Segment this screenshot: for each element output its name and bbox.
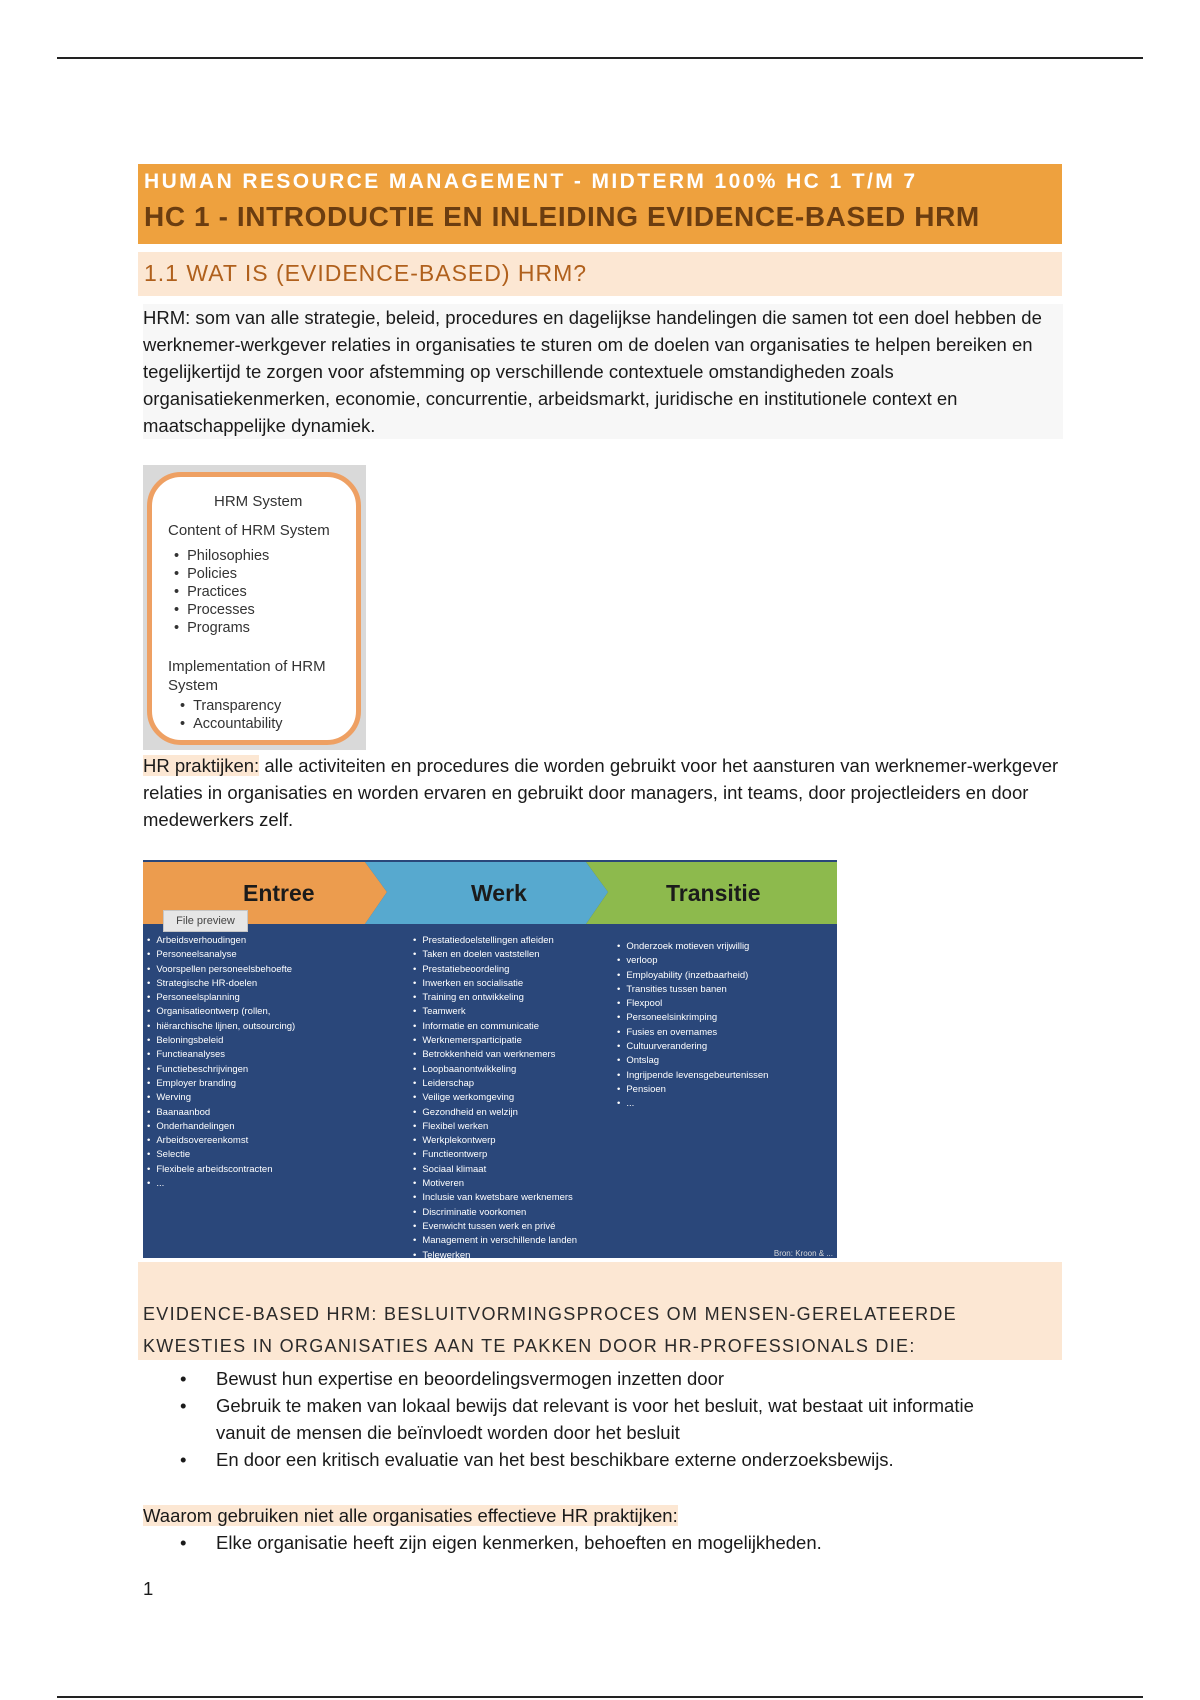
entree-list-item: • Flexibele arbeidscontracten (147, 1163, 295, 1177)
bullet-item: • Elke organisatie heeft zijn eigen kenmerken, behoeften en mogelijkheden. (180, 1529, 1016, 1556)
transitie-list-item: • ... (617, 1097, 768, 1111)
implementation-list-item: • Transparency (180, 697, 283, 715)
section-heading-text: 1.1 WAT IS (EVIDENCE-BASED) HRM? (144, 260, 588, 286)
entree-list-item: • Functieanalyses (147, 1048, 295, 1062)
entree-list-item: • Strategische HR-doelen (147, 977, 295, 991)
bullet-item: • Bewust hun expertise en beoordelingsvermogen inzetten door (180, 1365, 1016, 1392)
footer-rule (57, 1696, 1143, 1698)
werk-list-item: • Motiveren (413, 1177, 577, 1191)
werk-list-item: • Evenwicht tussen werk en privé (413, 1220, 577, 1234)
transitie-list-item: • Cultuurverandering (617, 1040, 768, 1054)
werk-list-item: • Flexibel werken (413, 1120, 577, 1134)
werk-list-item: • Werknemersparticipatie (413, 1034, 577, 1048)
transitie-list-item: • Fusies en overnames (617, 1026, 768, 1040)
transitie-list-item: • Ontslag (617, 1054, 768, 1068)
werk-items (413, 934, 577, 1258)
implementation-label-1: Implementation of HRM (168, 658, 326, 675)
content-list-item: • Processes (174, 601, 269, 619)
section-heading (138, 252, 1062, 296)
phase-transitie: Transitie (666, 880, 761, 906)
entree-list-item: • Organisatieontwerp (rollen, (147, 1005, 295, 1019)
entree-list-item: • Voorspellen personeelsbehoefte (147, 963, 295, 977)
transitie-list-item: • Pensioen (617, 1083, 768, 1097)
figure-source: Bron: Kroon & ... (773, 1249, 833, 1258)
bullet-item: • En door een kritisch evaluatie van het best beschikbare externe onderzoeksbewijs. (180, 1446, 1016, 1473)
werk-list-item: • Telewerken (413, 1249, 577, 1258)
transitie-list-item: • Onderzoek motieven vrijwillig (617, 940, 768, 954)
file-preview-label[interactable]: File preview (163, 910, 248, 932)
transitie-list-item: • Flexpool (617, 997, 768, 1011)
werk-list-item: • Prestatiebeoordeling (413, 963, 577, 977)
werk-list-item: • Gezondheid en welzijn (413, 1106, 577, 1120)
werk-list-item: • Sociaal klimaat (413, 1163, 577, 1177)
werk-list-item: • Prestatiedoelstellingen afleiden (413, 934, 577, 948)
entree-list-item: • Onderhandelingen (147, 1120, 295, 1134)
entree-list-item: • Selectie (147, 1148, 295, 1162)
content-list-item: • Practices (174, 583, 269, 601)
werk-list-item: • Discriminatie voorkomen (413, 1206, 577, 1220)
hr-practices-term: HR praktijken: (143, 755, 260, 776)
transitie-list-item: • Transities tussen banen (617, 983, 768, 997)
entree-list-item: • Baanaanbod (147, 1106, 295, 1120)
werk-list-item: • Loopbaanontwikkeling (413, 1063, 577, 1077)
entree-list-item: • Personeelsplanning (147, 991, 295, 1005)
page-number: 1 (143, 1578, 154, 1599)
phase-entree: Entree (243, 880, 315, 906)
transitie-list-item: • Personeelsinkrimping (617, 1011, 768, 1025)
transitie-items (617, 940, 768, 1112)
entree-list-item: • Arbeidsovereenkomst (147, 1134, 295, 1148)
hrm-system-figure (143, 465, 366, 750)
entree-list-item: • hiërarchische lijnen, outsourcing) (147, 1020, 295, 1034)
transitie-list-item: • Ingrijpende levensgebeurtenissen (617, 1069, 768, 1083)
document-title: HUMAN RESOURCE MANAGEMENT - MIDTERM 100% HC 1 T/M 7 (144, 170, 918, 193)
werk-list-item: • Inclusie van kwetsbare werknemers (413, 1191, 577, 1205)
werk-list-item: • Teamwerk (413, 1005, 577, 1019)
why-question (143, 1502, 1063, 1529)
evidence-bullets (180, 1365, 1016, 1473)
hrm-definition (143, 304, 1063, 439)
hrm-system-box (147, 472, 361, 745)
chapter-title: HC 1 - INTRODUCTIE EN INLEIDING EVIDENCE-BASED HRM (144, 201, 980, 232)
hrm-term: HRM: (143, 307, 191, 328)
header-rule (57, 57, 1143, 59)
entree-items (147, 934, 295, 1191)
hrm-system-title: HRM System (214, 493, 303, 510)
why-bullets (180, 1529, 1016, 1556)
bullet-item: • Gebruik te maken van lokaal bewijs dat relevant is voor het besluit, wat bestaat uit informatie vanuit de mensen die beïnvloedt worden door het besluit (180, 1392, 1016, 1446)
content-label: Content of HRM System (168, 522, 330, 539)
entree-list-item: • Arbeidsverhoudingen (147, 934, 295, 948)
werk-list-item: • Informatie en communicatie (413, 1020, 577, 1034)
werk-list-item: • Betrokkenheid van werknemers (413, 1048, 577, 1062)
evidence-based-heading (138, 1262, 1062, 1360)
phase-werk: Werk (471, 880, 527, 906)
content-list-item: • Policies (174, 565, 269, 583)
entree-list-item: • Employer branding (147, 1077, 295, 1091)
hr-practices-definition (143, 752, 1063, 833)
entree-list-item: • Functiebeschrijvingen (147, 1063, 295, 1077)
implementation-list-item: • Accountability (180, 715, 283, 733)
entree-list-item: • Personeelsanalyse (147, 948, 295, 962)
content-list (174, 547, 269, 637)
hrm-definition-text: som van alle strategie, beleid, procedures en dagelijkse handelingen die samen tot een doel hebben de werknemer-werkgever relaties in organisaties te sturen om de doelen van organisaties te helpen bereiken en tegelijkertijd te zorgen voor afstemming op verschillende contextuele omstandigheden zoals organisatiekenmerken, economie, concurrentie, arbeidsmarkt, juridische en institutionele context en maatschappelijke dynamiek. (143, 307, 1042, 436)
implementation-label-2: System (168, 677, 219, 694)
hr-cycle-figure (143, 860, 837, 1258)
entree-list-item: • ... (147, 1177, 295, 1191)
werk-list-item: • Management in verschillende landen (413, 1234, 577, 1248)
werk-list-item: • Werkplekontwerp (413, 1134, 577, 1148)
content-list-item: • Philosophies (174, 547, 269, 565)
hr-practices-text: alle activiteiten en procedures die worden gebruikt voor het aansturen van werknemer-werkgever relaties in organisaties en worden ervaren en gebruikt door managers, int teams, door projectleiders en door medewerkers zelf. (143, 755, 1059, 830)
entree-list-item: • Beloningsbeleid (147, 1034, 295, 1048)
entree-list-item: • Werving (147, 1091, 295, 1105)
werk-list-item: • Inwerken en socialisatie (413, 977, 577, 991)
transitie-list-item: • verloop (617, 954, 768, 968)
werk-list-item: • Veilige werkomgeving (413, 1091, 577, 1105)
title-banner (138, 164, 1062, 244)
werk-list-item: • Leiderschap (413, 1077, 577, 1091)
werk-list-item: • Training en ontwikkeling (413, 991, 577, 1005)
content-list-item: • Programs (174, 619, 269, 637)
werk-list-item: • Functieontwerp (413, 1148, 577, 1162)
transitie-list-item: • Employability (inzetbaarheid) (617, 969, 768, 983)
why-question-text: Waarom gebruiken niet alle organisaties effectieve HR praktijken: (143, 1505, 678, 1526)
evidence-based-heading-text: EVIDENCE-BASED HRM: BESLUITVORMINGSPROCES OM MENSEN-GERELATEERDE KWESTIES IN ORGANISATIES AAN TE PAKKEN DOOR HR-PROFESSIONALS DIE: (143, 1304, 957, 1356)
werk-list-item: • Taken en doelen vaststellen (413, 948, 577, 962)
implementation-list (180, 697, 283, 733)
